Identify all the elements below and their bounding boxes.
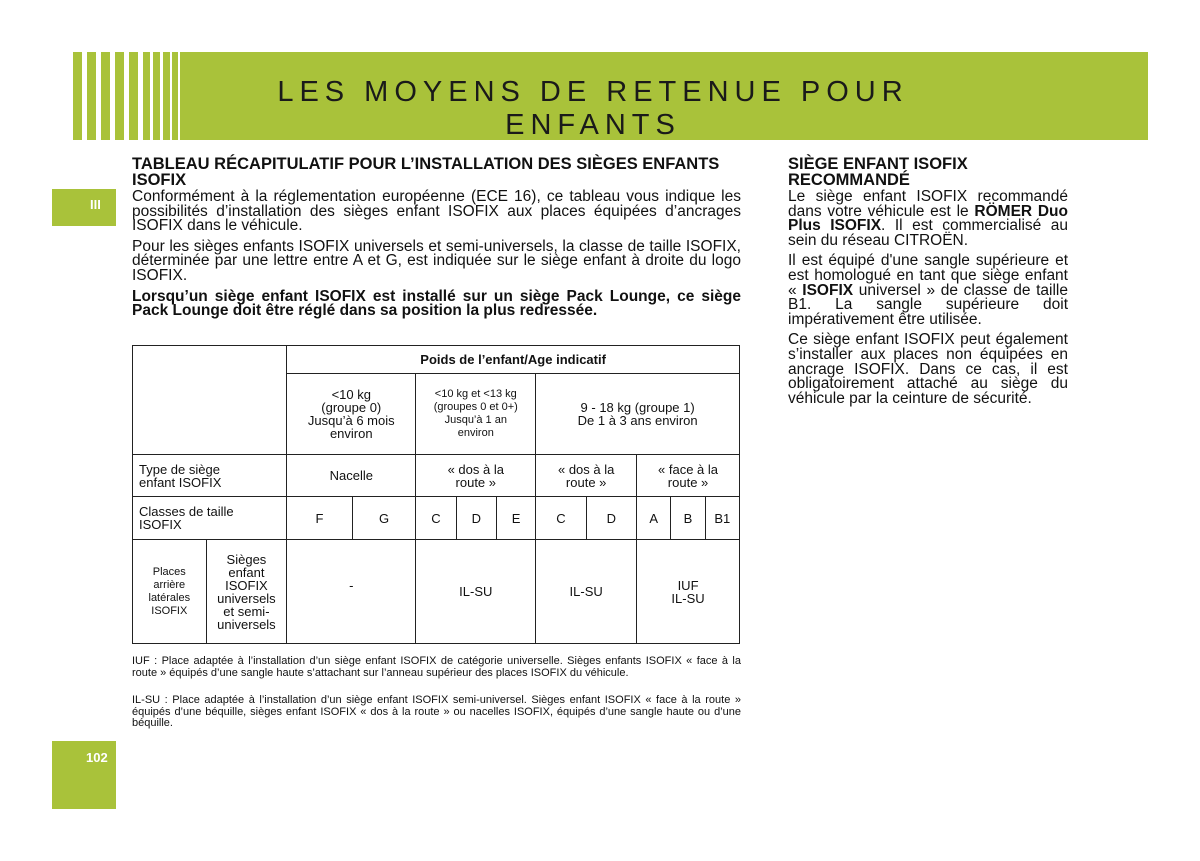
header-band xyxy=(68,52,1148,140)
class-cell: C xyxy=(536,497,586,540)
text-run: Le siège enfant ISOFIX recommandé dans votre véhicule est le xyxy=(788,188,1068,220)
footnote-ilsu: IL-SU : Place adaptée à l’installation d’un siège enfant ISOFIX semi-universel. Sièges enfant ISOFIX « face à la route » équipés d’une béquille, sièges enfant ISOFIX « dos à la route » ou nacelles ISOFIX, équipés d’une sangle haute ou d’une béquille. xyxy=(132,694,741,729)
weight-header: Poids de l’enfant/Age indicatif xyxy=(287,346,740,374)
product-name: RÖMER Duo Plus ISOFIX xyxy=(788,202,1068,235)
class-cell: C xyxy=(416,497,456,540)
left-column xyxy=(132,156,741,325)
page-number-box xyxy=(52,741,116,809)
group-cell: <10 kg (groupe 0) Jusqu’à 6 mois environ xyxy=(287,374,416,455)
title-line-2: ENFANTS xyxy=(505,109,681,141)
warning-paragraph: Lorsqu’un siège enfant ISOFIX est installé sur un siège Pack Lounge, ce siège Pack Lounge doit être réglé dans sa position la plus redressée. xyxy=(132,287,741,320)
paragraph xyxy=(788,254,1068,327)
table-corner xyxy=(133,346,287,455)
sieges-label: Sièges enfant ISOFIX universels et semi- universels xyxy=(206,540,287,644)
class-cell: D xyxy=(456,497,496,540)
value-cell: IUF IL-SU xyxy=(637,540,740,644)
paragraph xyxy=(788,190,1068,248)
class-cell: E xyxy=(496,497,535,540)
right-column xyxy=(788,156,1068,412)
group-cell: 9 - 18 kg (groupe 1) De 1 à 3 ans environ xyxy=(536,374,740,455)
page-title xyxy=(218,76,968,142)
type-cell: Nacelle xyxy=(287,455,416,497)
text-run: Il est équipé d'une sangle supérieure et est homologué en tant que siège enfant « xyxy=(788,252,1068,299)
section-heading: TABLEAU RÉCAPITULATIF POUR L’INSTALLATION DES SIÈGES ENFANTS ISOFIX xyxy=(132,155,720,189)
value-cell: - xyxy=(287,540,416,644)
value-cell: IL-SU xyxy=(536,540,637,644)
footnote-iuf: IUF : Place adaptée à l’installation d’un siège enfant ISOFIX de catégorie universelle. Sièges enfants ISOFIX « face à la route » équipés d’une sangle haute s’attachant sur l’anneau supérieur des places ISOFIX du véhicule. xyxy=(132,655,741,679)
isofix-emphasis: ISOFIX xyxy=(802,281,854,299)
group-cell: <10 kg et <13 kg (groupes 0 et 0+) Jusqu’à 1 an environ xyxy=(416,374,536,455)
section-heading: SIÈGE ENFANT ISOFIX RECOMMANDÉ xyxy=(788,155,968,189)
title-line-1: LES MOYENS DE RETENUE POUR xyxy=(277,76,909,108)
class-cell: B1 xyxy=(705,497,739,540)
header-stripes xyxy=(68,52,188,140)
paragraph: Conformément à la réglementation européenne (ECE 16), ce tableau vous indique les possibilités d’installation des sièges enfant ISOFIX aux places équipées d’ancrages ISOFIX dans le véhicule. xyxy=(132,188,741,235)
isofix-table xyxy=(132,345,740,644)
class-cell: G xyxy=(352,497,416,540)
places-label: Places arrière latérales ISOFIX xyxy=(133,540,207,644)
page-number: 102 xyxy=(86,750,108,765)
paragraph: Pour les sièges enfants ISOFIX universels et semi-universels, la classe de taille ISOFIX, déterminée par une lettre entre A et G, est indiquée sur le siège enfant à droite du logo ISOFIX. xyxy=(132,237,741,284)
type-cell: « dos à la route » xyxy=(536,455,637,497)
type-label: Type de siège enfant ISOFIX xyxy=(133,455,287,497)
type-cell: « dos à la route » xyxy=(416,455,536,497)
class-cell: F xyxy=(287,497,353,540)
text-run: . Il est commercialisé au sein du réseau CITROËN. xyxy=(788,217,1069,249)
type-cell: « face à la route » xyxy=(637,455,740,497)
class-cell: B xyxy=(671,497,705,540)
chapter-tab xyxy=(52,189,116,226)
chapter-number: III xyxy=(90,197,101,212)
value-cell: IL-SU xyxy=(416,540,536,644)
class-cell: A xyxy=(637,497,671,540)
classes-label: Classes de taille ISOFIX xyxy=(133,497,287,540)
text-run: universel » de classe de taille B1. La sangle supérieure doit impérativement être utilisée. xyxy=(788,281,1068,328)
paragraph: Ce siège enfant ISOFIX peut également s’installer aux places non équipées en ancrage ISOFIX. Dans ce cas, il est obligatoirement attaché au siège du véhicule par la ceinture de sécurité. xyxy=(788,331,1068,407)
class-cell: D xyxy=(586,497,636,540)
